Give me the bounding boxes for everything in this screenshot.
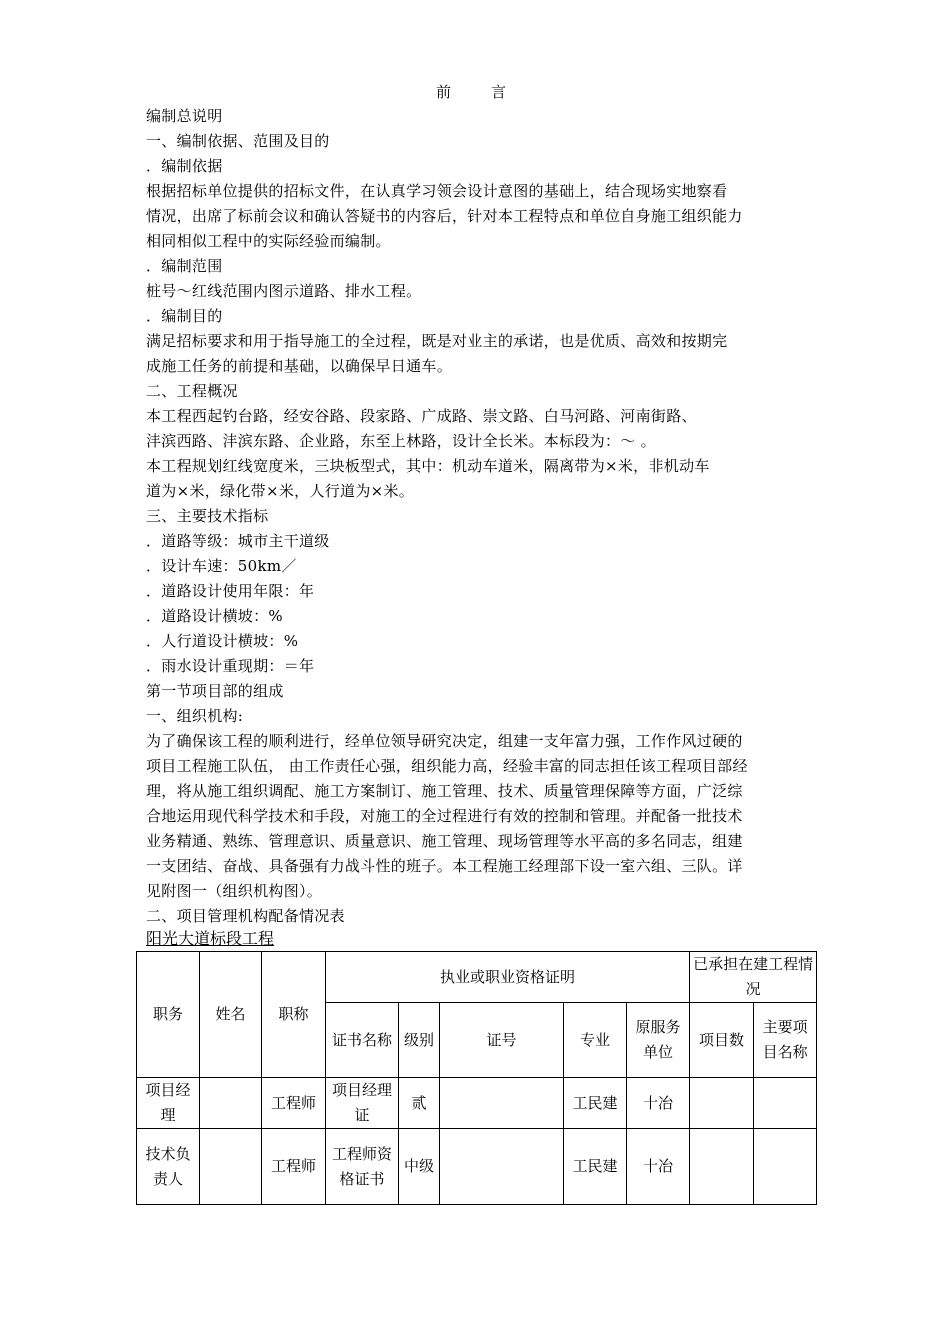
- body-line: 理，将从施工组织调配、施工方案制订、施工管理、技术、质量管理保障等方面，广泛综: [146, 782, 743, 800]
- body-line: 满足招标要求和用于指导施工的全过程，既是对业主的承诺，也是优质、高效和按期完: [146, 332, 728, 350]
- cell-cert-no: [440, 1078, 564, 1129]
- page-title: 前言: [436, 83, 547, 101]
- body-line: 情况，出席了标前会议和确认答疑书的内容后，针对本工程特点和单位自身施工组织能力: [146, 207, 743, 225]
- cell-orig-unit: 十冶: [627, 1078, 690, 1129]
- header-orig-unit: 原服务单位: [627, 1003, 690, 1078]
- cell-major: 工民建: [564, 1129, 627, 1205]
- header-level: 级别: [399, 1003, 440, 1078]
- body-line: ．道路设计使用年限：年: [146, 582, 315, 600]
- table-caption: 阳光大道标段工程: [146, 929, 275, 948]
- cell-position: 技术负责人: [137, 1129, 200, 1205]
- body-line: 本工程规划红线宽度米，三块板型式，其中：机动车道米，隔离带为×米，非机动车: [146, 457, 710, 475]
- body-line: 相同相似工程中的实际经验而编制。: [146, 232, 391, 250]
- cell-name: [200, 1129, 262, 1205]
- cell-position: 项目经理: [137, 1078, 200, 1129]
- body-line: 二、项目管理机构配备情况表: [146, 907, 345, 925]
- cell-cert-name: 工程师资格证书: [326, 1129, 399, 1205]
- cell-main-proj: [754, 1129, 817, 1205]
- body-line: 一、编制依据、范围及目的: [146, 132, 330, 150]
- body-line: 编制总说明: [146, 107, 223, 125]
- header-title: 职称: [262, 952, 326, 1078]
- header-ongoing-group: 已承担在建工程情况: [690, 952, 817, 1003]
- header-major: 专业: [564, 1003, 627, 1078]
- body-line: 桩号～红线范围内图示道路、排水工程。: [146, 282, 422, 300]
- header-cert-name: 证书名称: [326, 1003, 399, 1078]
- body-line: ．道路设计横坡：%: [146, 607, 283, 625]
- cell-major: 工民建: [564, 1078, 627, 1129]
- header-cert-no: 证号: [440, 1003, 564, 1078]
- body-line: 成施工任务的前提和基础，以确保早日通车。: [146, 357, 453, 375]
- body-line: 第一节项目部的组成: [146, 682, 284, 700]
- cell-main-proj: [754, 1078, 817, 1129]
- body-line: 合地运用现代科学技术和手段，对施工的全过程进行有效的控制和管理。并配备一批技术: [146, 807, 743, 825]
- body-line: 一支团结、奋战、具备强有力战斗性的班子。本工程施工经理部下设一室六组、三队。详: [146, 857, 743, 875]
- body-line: 沣滨西路、沣滨东路、企业路，东至上林路，设计全长米。本标段为：～ 。: [146, 432, 656, 450]
- body-line: 道为×米，绿化带×米，人行道为×米。: [146, 482, 415, 500]
- cell-orig-unit: 十冶: [627, 1129, 690, 1205]
- body-line: 一、组织机构:: [146, 707, 244, 725]
- cell-title: 工程师: [262, 1078, 326, 1129]
- cell-level: 贰: [399, 1078, 440, 1129]
- body-line: ．道路等级：城市主干道级: [146, 532, 330, 550]
- cell-proj-count: [690, 1129, 754, 1205]
- body-line: ．设计车速：50km／: [146, 557, 297, 575]
- body-line: ．编制依据: [146, 157, 223, 175]
- cell-name: [200, 1078, 262, 1129]
- header-proj-count: 项目数: [690, 1003, 754, 1078]
- body-line: 三、主要技术指标: [146, 507, 269, 525]
- body-line: ．雨水设计重现期：＝年: [146, 657, 315, 675]
- cell-proj-count: [690, 1078, 754, 1129]
- body-line: 本工程西起钓台路，经安谷路、段家路、广成路、崇文路、白马河路、河南街路、: [146, 407, 697, 425]
- body-line: ．人行道设计横坡：%: [146, 632, 299, 650]
- header-cert-group: 执业或职业资格证明: [326, 952, 690, 1003]
- table-row: [137, 1078, 817, 1129]
- staff-qualification-table: [136, 951, 817, 1205]
- cell-level: 中级: [399, 1129, 440, 1205]
- header-name: 姓名: [200, 952, 262, 1078]
- cell-title: 工程师: [262, 1129, 326, 1205]
- header-position: 职务: [137, 952, 200, 1078]
- body-line: 根据招标单位提供的招标文件，在认真学习领会设计意图的基础上，结合现场实地察看: [146, 182, 728, 200]
- body-line: 二、工程概况: [146, 382, 238, 400]
- body-line: ．编制范围: [146, 257, 223, 275]
- table-row: [137, 1129, 817, 1205]
- cell-cert-no: [440, 1129, 564, 1205]
- body-line: 业务精通、熟练、管理意识、质量意识、施工管理、现场管理等水平高的多名同志，组建: [146, 832, 743, 850]
- body-line: 项目工程施工队伍， 由工作责任心强，组织能力高，经验丰富的同志担任该工程项目部经: [146, 757, 748, 775]
- header-main-proj: 主要项目名称: [754, 1003, 817, 1078]
- body-line: 见附图一（组织机构图）。: [146, 882, 323, 900]
- body-line: 为了确保该工程的顺利进行，经单位领导研究决定，组建一支年富力强，工作作风过硬的: [146, 732, 743, 750]
- cell-cert-name: 项目经理证: [326, 1078, 399, 1129]
- body-line: ．编制目的: [146, 307, 223, 325]
